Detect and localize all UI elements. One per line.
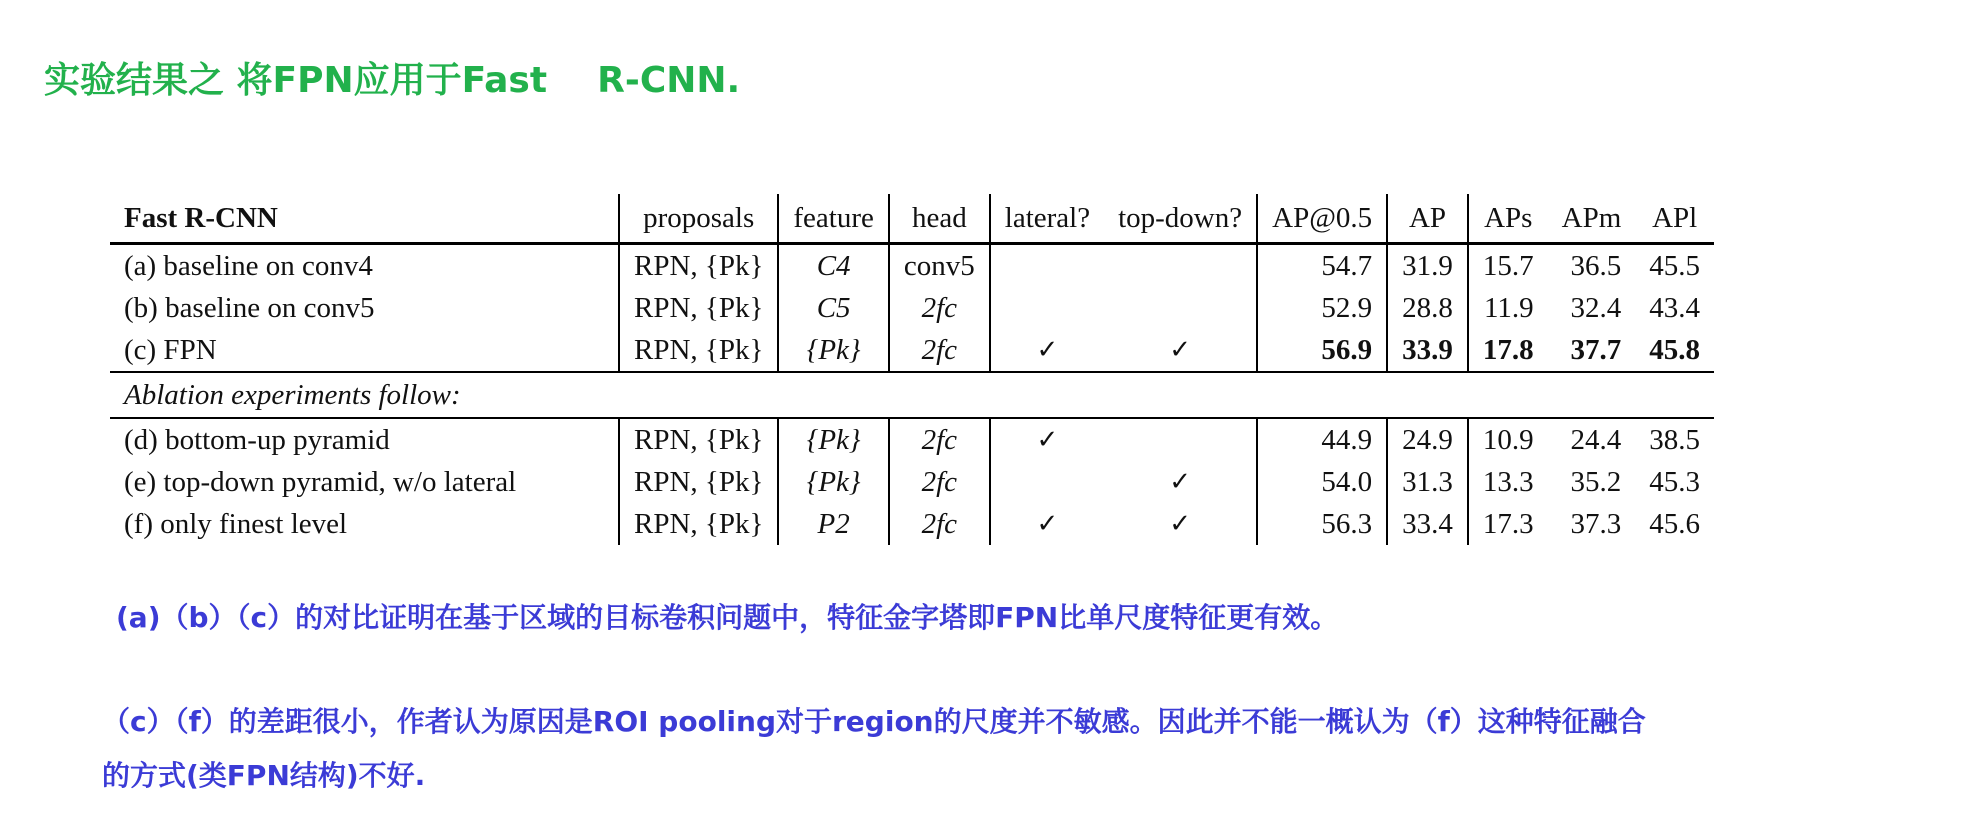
row-topdown: ✓ — [1169, 509, 1191, 539]
row-topdown: ✓ — [1169, 467, 1191, 497]
row-apl: 43.4 — [1649, 291, 1701, 324]
table-row — [110, 418, 1714, 461]
row-head: 2fc — [889, 461, 990, 503]
row-apm: 35.2 — [1570, 465, 1622, 498]
header-proposals: proposals — [619, 194, 778, 244]
row-ap50: 52.9 — [1257, 287, 1387, 329]
row-lateral — [990, 287, 1104, 329]
row-ap: 33.4 — [1387, 503, 1468, 545]
row-ap: 24.9 — [1387, 418, 1468, 461]
note-roi-pooling-cont: 的方式(类FPN结构)不好. — [102, 759, 426, 792]
header-ap50: AP@0.5 — [1257, 194, 1387, 244]
row-aps: 17.8 — [1468, 329, 1548, 372]
row-feature: C5 — [778, 287, 889, 329]
note-roi-pooling: （c）（f）的差距很小，作者认为原因是ROI pooling对于region的尺度并不敏感。因此并不能一概认为（f）这种特征融合 — [102, 705, 1646, 738]
table-row — [110, 461, 1714, 503]
table-row — [110, 503, 1714, 545]
header-feature: feature — [778, 194, 889, 244]
row-apl: 45.5 — [1649, 249, 1701, 282]
header-aps: APs — [1468, 194, 1548, 244]
ablation-label: Ablation experiments follow: — [110, 372, 1714, 418]
row-head: conv5 — [889, 244, 990, 288]
row-lateral: ✓ — [990, 418, 1104, 461]
row-head: 2fc — [889, 287, 990, 329]
row-ap50: 56.3 — [1257, 503, 1387, 545]
row-topdown: ✓ — [1104, 329, 1257, 372]
row-aps: 10.9 — [1468, 418, 1548, 461]
header-topdown: top-down? — [1104, 194, 1257, 244]
row-feature: {Pk} — [778, 329, 889, 372]
row-name: (e) top-down pyramid, w/o lateral — [124, 465, 517, 498]
row-lateral: ✓ — [990, 329, 1104, 372]
note-comparison: (a)（b）（c）的对比证明在基于区域的目标卷积问题中，特征金字塔即FPN比单尺度特征更有效。 — [116, 601, 1339, 634]
row-topdown — [1104, 287, 1257, 329]
header-head: head — [889, 194, 990, 244]
header-method: Fast R-CNN — [110, 194, 619, 244]
row-ap: 31.3 — [1387, 461, 1468, 503]
row-proposals: RPN, {Pk} — [619, 503, 778, 545]
row-proposals: RPN, {Pk} — [619, 461, 778, 503]
row-ap50: 54.7 — [1257, 244, 1387, 288]
row-aps: 13.3 — [1468, 461, 1548, 503]
row-feature: P2 — [778, 503, 889, 545]
row-apl: 45.3 — [1649, 465, 1701, 498]
row-head: 2fc — [889, 329, 990, 372]
row-name: (b) baseline on conv5 — [124, 291, 375, 324]
row-apm: 36.5 — [1570, 249, 1622, 282]
ablation-row — [110, 372, 1714, 418]
row-head: 2fc — [889, 418, 990, 461]
row-lateral: ✓ — [990, 503, 1104, 545]
row-feature: {Pk} — [778, 418, 889, 461]
row-proposals: RPN, {Pk} — [619, 418, 778, 461]
row-lateral — [990, 461, 1104, 503]
header-apl: APl — [1635, 194, 1714, 244]
row-ap: 31.9 — [1387, 244, 1468, 288]
header-ap: AP — [1387, 194, 1468, 244]
row-ap50: 54.0 — [1257, 461, 1387, 503]
row-apm: 24.4 — [1570, 423, 1622, 456]
row-apm: 37.3 — [1570, 507, 1622, 540]
table-row — [110, 244, 1714, 288]
row-proposals: RPN, {Pk} — [619, 244, 778, 288]
row-aps: 11.9 — [1468, 287, 1548, 329]
row-feature: {Pk} — [778, 461, 889, 503]
row-name: (f) only finest level — [124, 507, 348, 540]
row-name: (c) FPN — [110, 329, 619, 372]
row-ap50: 44.9 — [1257, 418, 1387, 461]
row-apl: 45.6 — [1649, 507, 1701, 540]
row-ap: 33.9 — [1387, 329, 1468, 372]
row-aps: 17.3 — [1468, 503, 1548, 545]
row-head: 2fc — [889, 503, 990, 545]
table-row — [110, 287, 1714, 329]
row-apm: 37.7 — [1548, 329, 1636, 372]
header-apm: APm — [1548, 194, 1636, 244]
results-table — [110, 194, 1714, 545]
row-apl: 38.5 — [1649, 423, 1701, 456]
row-ap50: 56.9 — [1257, 329, 1387, 372]
row-proposals: RPN, {Pk} — [619, 329, 778, 372]
row-lateral — [990, 244, 1104, 288]
table-header-row — [110, 194, 1714, 244]
row-apm: 32.4 — [1570, 291, 1622, 324]
row-topdown — [1104, 418, 1257, 461]
table-row — [110, 329, 1714, 372]
row-aps: 15.7 — [1468, 244, 1548, 288]
row-ap: 28.8 — [1387, 287, 1468, 329]
row-proposals: RPN, {Pk} — [619, 287, 778, 329]
row-name: (d) bottom-up pyramid — [124, 423, 390, 456]
page-title: 实验结果之 将FPN应用于Fast R-CNN. — [44, 60, 741, 101]
row-apl: 45.8 — [1635, 329, 1714, 372]
row-topdown — [1104, 244, 1257, 288]
row-feature: C4 — [778, 244, 889, 288]
row-name: (a) baseline on conv4 — [124, 249, 373, 282]
header-lateral: lateral? — [990, 194, 1104, 244]
